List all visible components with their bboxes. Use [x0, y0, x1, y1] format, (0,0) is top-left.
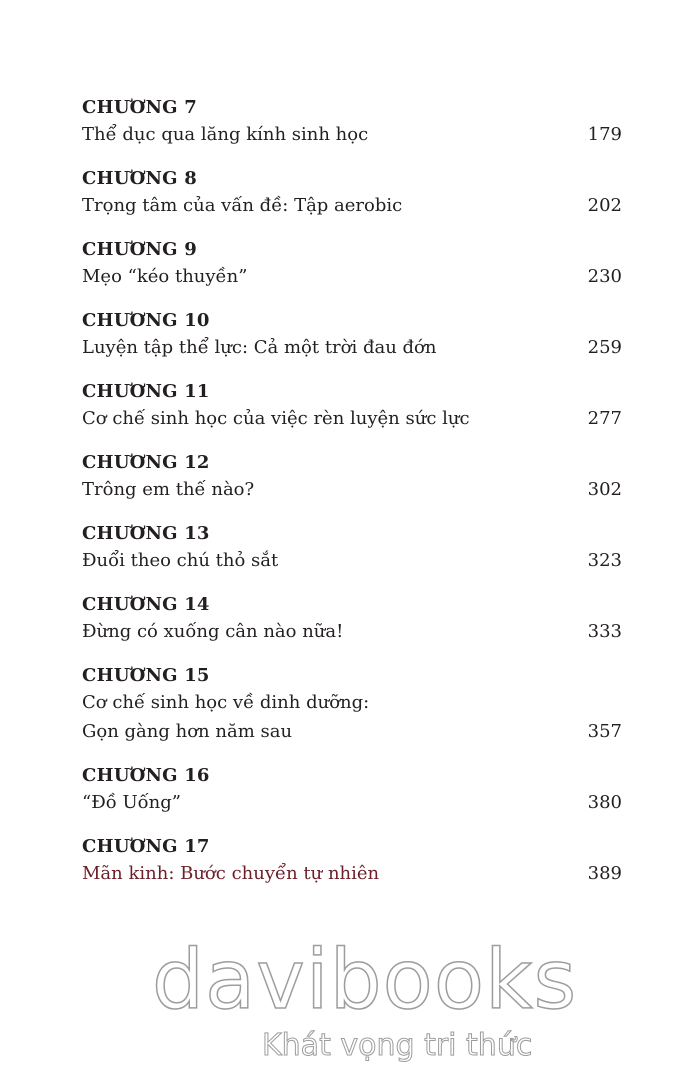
- chapter-title: Trông em thế nào?: [82, 479, 255, 500]
- page-number: 202: [587, 195, 622, 216]
- chapter-title-row: [82, 404, 622, 433]
- page-number: 357: [587, 721, 622, 742]
- chapter-title: Đừng có xuống cân nào nữa!: [82, 621, 344, 642]
- toc-entry-chapter-11[interactable]: [82, 380, 622, 433]
- toc-entry-chapter-14[interactable]: [82, 593, 622, 646]
- chapter-title: Mãn kinh: Bước chuyển tự nhiên: [82, 863, 380, 884]
- chapter-label: CHƯƠNG 17: [82, 836, 210, 857]
- chapter-title: Cơ chế sinh học của việc rèn luyện sức lực: [82, 408, 470, 429]
- chapter-title-row: [82, 717, 622, 746]
- chapter-title-row: [82, 333, 622, 362]
- chapter-title: Gọn gàng hơn năm sau: [82, 721, 293, 742]
- chapter-label: CHƯƠNG 9: [82, 239, 197, 260]
- watermark: [0, 930, 700, 1071]
- chapter-title-row: [82, 788, 622, 817]
- toc-entry-chapter-10[interactable]: [82, 309, 622, 362]
- chapter-title-row: [82, 120, 622, 149]
- toc-entry-chapter-9[interactable]: [82, 238, 622, 291]
- toc-entry-chapter-12[interactable]: [82, 451, 622, 504]
- chapter-title: Luyện tập thể lực: Cả một trời đau đớn: [82, 337, 437, 358]
- chapter-label: CHƯƠNG 8: [82, 168, 197, 189]
- page-number: 389: [587, 863, 622, 884]
- table-of-contents: [82, 96, 622, 906]
- page-number: 277: [587, 408, 622, 429]
- chapter-title-row: [82, 475, 622, 504]
- chapter-title: “Đồ Uống”: [82, 792, 181, 813]
- chapter-label: CHƯƠNG 12: [82, 452, 210, 473]
- chapter-label: CHƯƠNG 11: [82, 381, 210, 402]
- chapter-title-row: [82, 546, 622, 575]
- watermark-brand: davibooks: [152, 933, 578, 1028]
- page-number: 259: [587, 337, 622, 358]
- chapter-title-line: Cơ chế sinh học về dinh dưỡng:: [82, 692, 370, 713]
- page-number: 179: [587, 124, 622, 145]
- toc-entry-chapter-13[interactable]: [82, 522, 622, 575]
- watermark-tagline: Khát vọng tri thức: [262, 1028, 533, 1063]
- toc-entry-chapter-15[interactable]: [82, 664, 622, 746]
- page-number: 333: [587, 621, 622, 642]
- chapter-title-row: [82, 262, 622, 291]
- page-number: 230: [587, 266, 622, 287]
- chapter-title: Thể dục qua lăng kính sinh học: [82, 124, 369, 145]
- chapter-title-row: [82, 617, 622, 646]
- page-number: 323: [587, 550, 622, 571]
- toc-entry-chapter-7[interactable]: [82, 96, 622, 149]
- chapter-title: Mẹo “kéo thuyền”: [82, 266, 248, 287]
- chapter-title: Đuổi theo chú thỏ sắt: [82, 550, 279, 571]
- chapter-label: CHƯƠNG 16: [82, 765, 210, 786]
- page-number: 380: [587, 792, 622, 813]
- toc-entry-chapter-8[interactable]: [82, 167, 622, 220]
- toc-entry-chapter-17[interactable]: [82, 835, 622, 888]
- chapter-title: Trọng tâm của vấn đề: Tập aerobic: [82, 195, 403, 216]
- chapter-label: CHƯƠNG 14: [82, 594, 210, 615]
- page-number: 302: [587, 479, 622, 500]
- chapter-title-row: [82, 191, 622, 220]
- chapter-label: CHƯƠNG 15: [82, 665, 210, 686]
- chapter-title-row: [82, 859, 622, 888]
- chapter-label: CHƯƠNG 7: [82, 97, 197, 118]
- chapter-label: CHƯƠNG 10: [82, 310, 210, 331]
- toc-entry-chapter-16[interactable]: [82, 764, 622, 817]
- chapter-label: CHƯƠNG 13: [82, 523, 210, 544]
